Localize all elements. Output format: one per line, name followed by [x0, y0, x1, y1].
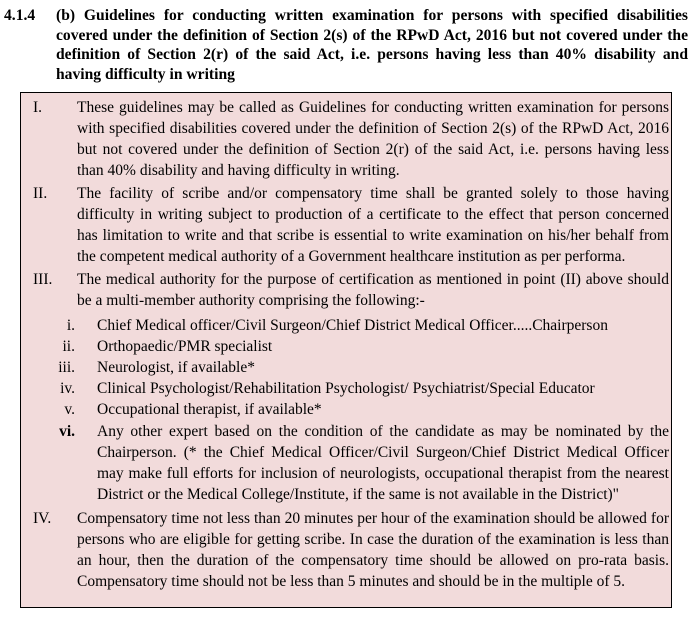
list-item [33, 183, 669, 267]
sub-item-text: Occupational therapist, if available* [97, 401, 322, 418]
item-marker: I. [33, 99, 43, 116]
sub-list-item [39, 357, 669, 378]
item-marker: II. [33, 185, 48, 202]
sub-list-item [39, 399, 669, 420]
guidelines-box [20, 92, 672, 608]
item-text: The facility of scribe and/or compensatory time shall be granted solely to those having difficulty in writing subject to production of a certificate to the effect that person concerned has limitation to write and that scribe is essential to write examination on his/her behalf from the competent medical authority of a Government healthcare institution as per performa. [77, 185, 669, 265]
sub-item-marker: vi. [59, 423, 75, 440]
sub-list-item [39, 315, 669, 336]
sub-item-text: Chief Medical officer/Civil Surgeon/Chief District Medical Officer.....Chairperson [97, 317, 608, 334]
sub-item-text: Neurologist, if available* [97, 359, 255, 376]
sub-item-text: Orthopaedic/PMR specialist [97, 338, 273, 355]
section-heading [4, 6, 688, 84]
item-marker: IV. [33, 510, 52, 527]
list-item [33, 269, 669, 311]
sub-item-marker: ii. [62, 338, 75, 355]
sub-list-item [39, 336, 669, 357]
sub-item-marker: v. [64, 401, 75, 418]
list-item [33, 508, 669, 592]
item-text: Compensatory time not less than 20 minutes per hour of the examination should be allowed for persons who are eligible for getting scribe. In case the duration of the examination is less than an hour, then the duration of the compensatory time should be allowed on pro-rata basis. Compensatory time should not be less than 5 minutes and should be in the multiple of 5. [77, 510, 669, 590]
sub-list-item [39, 421, 669, 505]
sub-item-text: Clinical Psychologist/Rehabilitation Psychologist/ Psychiatrist/Special Educator [97, 380, 595, 397]
list-item [33, 97, 669, 181]
sub-item-marker: iv. [60, 380, 75, 397]
section-title: (b) Guidelines for conducting written examination for persons with specified disabilities covered under the definition of Section 2(s) of the RPwD Act, 2016 but not covered under the definition of Section 2(r) of the said Act, i.e. persons having less than 40% disability and having difficulty in writing [56, 7, 688, 83]
sub-item-marker: i. [66, 317, 75, 334]
item-text: The medical authority for the purpose of certification as mentioned in point (II) above should be a multi-member authority comprising the following:- [77, 271, 669, 309]
item-text: These guidelines may be called as Guidelines for conducting written examination for persons with specified disabilities covered under the definition of Section 2(s) of the RPwD Act, 2016 but not covered under the definition of Section 2(r) of the said Act, i.e. persons having less than 40% disability and having difficulty in writing. [77, 99, 669, 179]
sub-item-text: Any other expert based on the condition of the candidate as may be nominated by the Chairperson. (* the Chief Medical Officer/Civil Surgeon/Chief District Medical Officer may make full efforts for inclusion of neurologists, occupational therapist from the nearest District or the Medical College/Institute, if the same is not available in the District)" [97, 423, 669, 503]
section-number: 4.1.4 [4, 7, 36, 24]
sub-item-marker: iii. [58, 359, 75, 376]
sub-list-item [39, 378, 669, 399]
item-marker: III. [33, 271, 53, 288]
